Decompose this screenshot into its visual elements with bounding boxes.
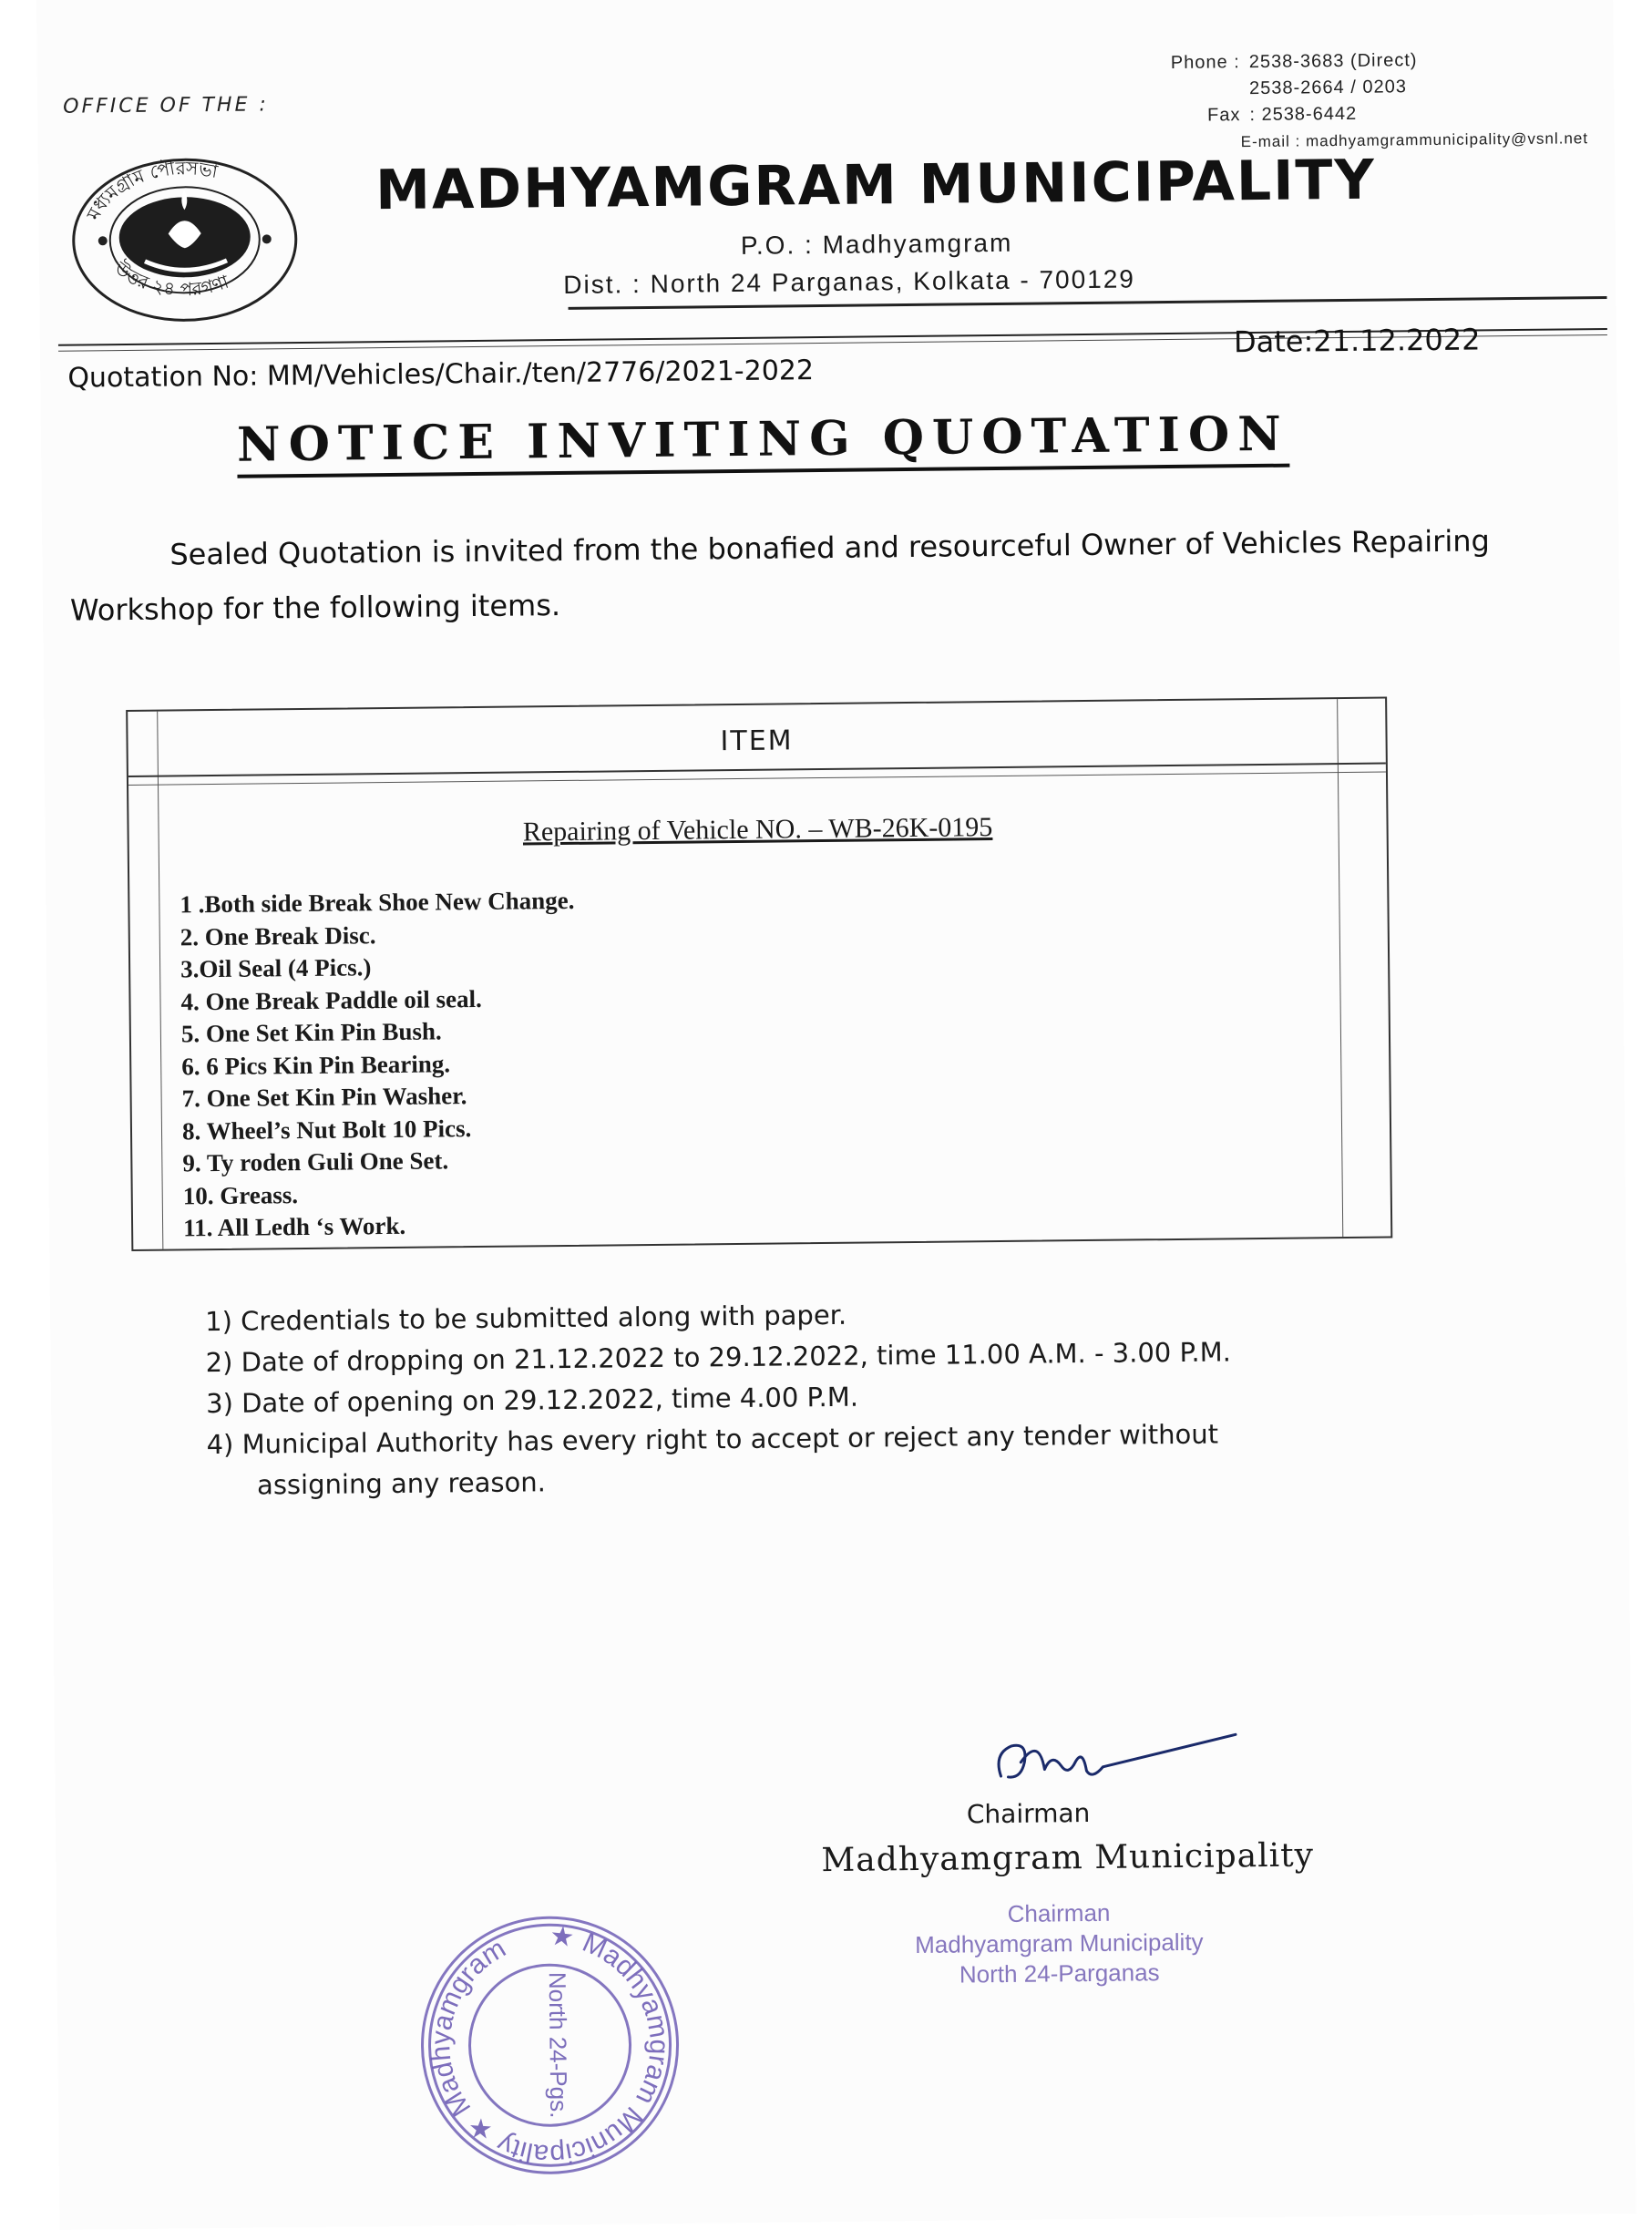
repair-title: Repairing of Vehicle NO. – WB-26K-0195 (522, 812, 993, 848)
conditions-list (205, 1290, 1391, 1507)
signatory-organization: Madhyamgram Municipality (821, 1836, 1315, 1880)
list-item: 10. Greass. (182, 1180, 299, 1209)
table-header: ITEM (720, 724, 794, 758)
list-item: 6. 6 Pics Kin Pin Bearing. (181, 1049, 451, 1080)
list-item: 3.Oil Seal (4 Pics.) (180, 953, 372, 983)
list-item: 9. Ty roden Guli One Set. (182, 1146, 449, 1177)
signatory-title: Chairman (966, 1798, 1091, 1830)
table-border (157, 712, 163, 1249)
stamp-line: North 24-Parganas (959, 1958, 1160, 1989)
handwritten-signature-icon (984, 1723, 1240, 1799)
round-seal-stamp-icon (412, 1907, 688, 2184)
svg-text:North 24-Pgs.: North 24-Pgs. (543, 1971, 573, 2119)
email-text: E-mail : madhyamgrammunicipality@vsnl.net (1240, 129, 1589, 151)
item-list (180, 885, 578, 1245)
office-of-label: OFFICE OF THE : (63, 93, 269, 118)
district-address: Dist. : North 24 Parganas, Kolkata - 700129 (563, 264, 1136, 299)
condition-text: 4) Municipal Authority has every right to accept or reject any tender without (206, 1418, 1219, 1461)
condition-text: assigning any reason. (256, 1466, 547, 1501)
condition-item: 3) Date of opening on 29.12.2022, time 4.00 P.M. (205, 1381, 859, 1420)
notice-heading: NOTICE INVITING QUOTATION (237, 406, 1289, 478)
list-item: 8. Wheel’s Nut Bolt 10 Pics. (181, 1114, 472, 1145)
condition-item: 2) Date of dropping on 21.12.2022 to 29.12.2022, time 11.00 A.M. - 3.00 P.M. (205, 1336, 1232, 1379)
municipality-emblem-icon (66, 152, 304, 328)
contact-value: 2538-3683 (Direct) (1248, 50, 1418, 73)
svg-text:মধ্যমগ্রাম পৌরসভা: মধ্যমগ্রাম পৌরসভা (81, 157, 220, 224)
notice-date: Date:21.12.2022 (1233, 322, 1481, 360)
svg-text:উত্তর ২৪ পরগণা: উত্তর ২৪ পরগণা (110, 257, 231, 301)
contact-label: Phone : (1170, 52, 1240, 73)
table-border (1337, 699, 1343, 1237)
list-item: 5. One Set Kin Pin Bush. (180, 1017, 442, 1048)
organization-title: MADHYAMGRAM MUNICIPALITY (375, 148, 1377, 223)
condition-item: 1) Credentials to be submitted along with paper. (205, 1299, 847, 1338)
stamp-line: Chairman (1007, 1898, 1111, 1927)
chairman-stamp (858, 1896, 1260, 1991)
list-item: 4. One Break Paddle oil seal. (180, 984, 482, 1015)
contact-block (1131, 46, 1606, 156)
list-item: 11. All Ledh ‘s Work. (182, 1211, 406, 1242)
condition-item (206, 1413, 1391, 1507)
contact-value: : 2538-6442 (1249, 103, 1358, 126)
stamp-line: Madhyamgram Municipality (915, 1927, 1204, 1959)
list-item: 1 .Both side Break Shoe New Change. (180, 886, 575, 919)
contact-label: Fax (1206, 105, 1241, 126)
notice-page (36, 0, 1637, 2230)
quotation-number: Quotation No: MM/Vehicles/Chair./ten/2776/2021-2022 (67, 355, 815, 395)
contact-label (1131, 76, 1249, 103)
svg-text:★ Madhyamgram Municipality ★ M: ★ Madhyamgram Municipality ★ Madhyamgram (426, 1920, 674, 2170)
header-divider (569, 296, 1607, 310)
intro-paragraph: Sealed Quotation is invited from the bonafied and resourceful Owner of Vehicles Repairing Workshop for the following items. (69, 523, 1491, 628)
list-item: 7. One Set Kin Pin Washer. (181, 1082, 467, 1113)
post-office: P.O. : Madhyamgram (740, 228, 1013, 260)
contact-value: 2538-2664 / 0203 (1248, 77, 1408, 99)
list-item: 2. One Break Disc. (180, 920, 376, 951)
items-table (126, 697, 1392, 1251)
